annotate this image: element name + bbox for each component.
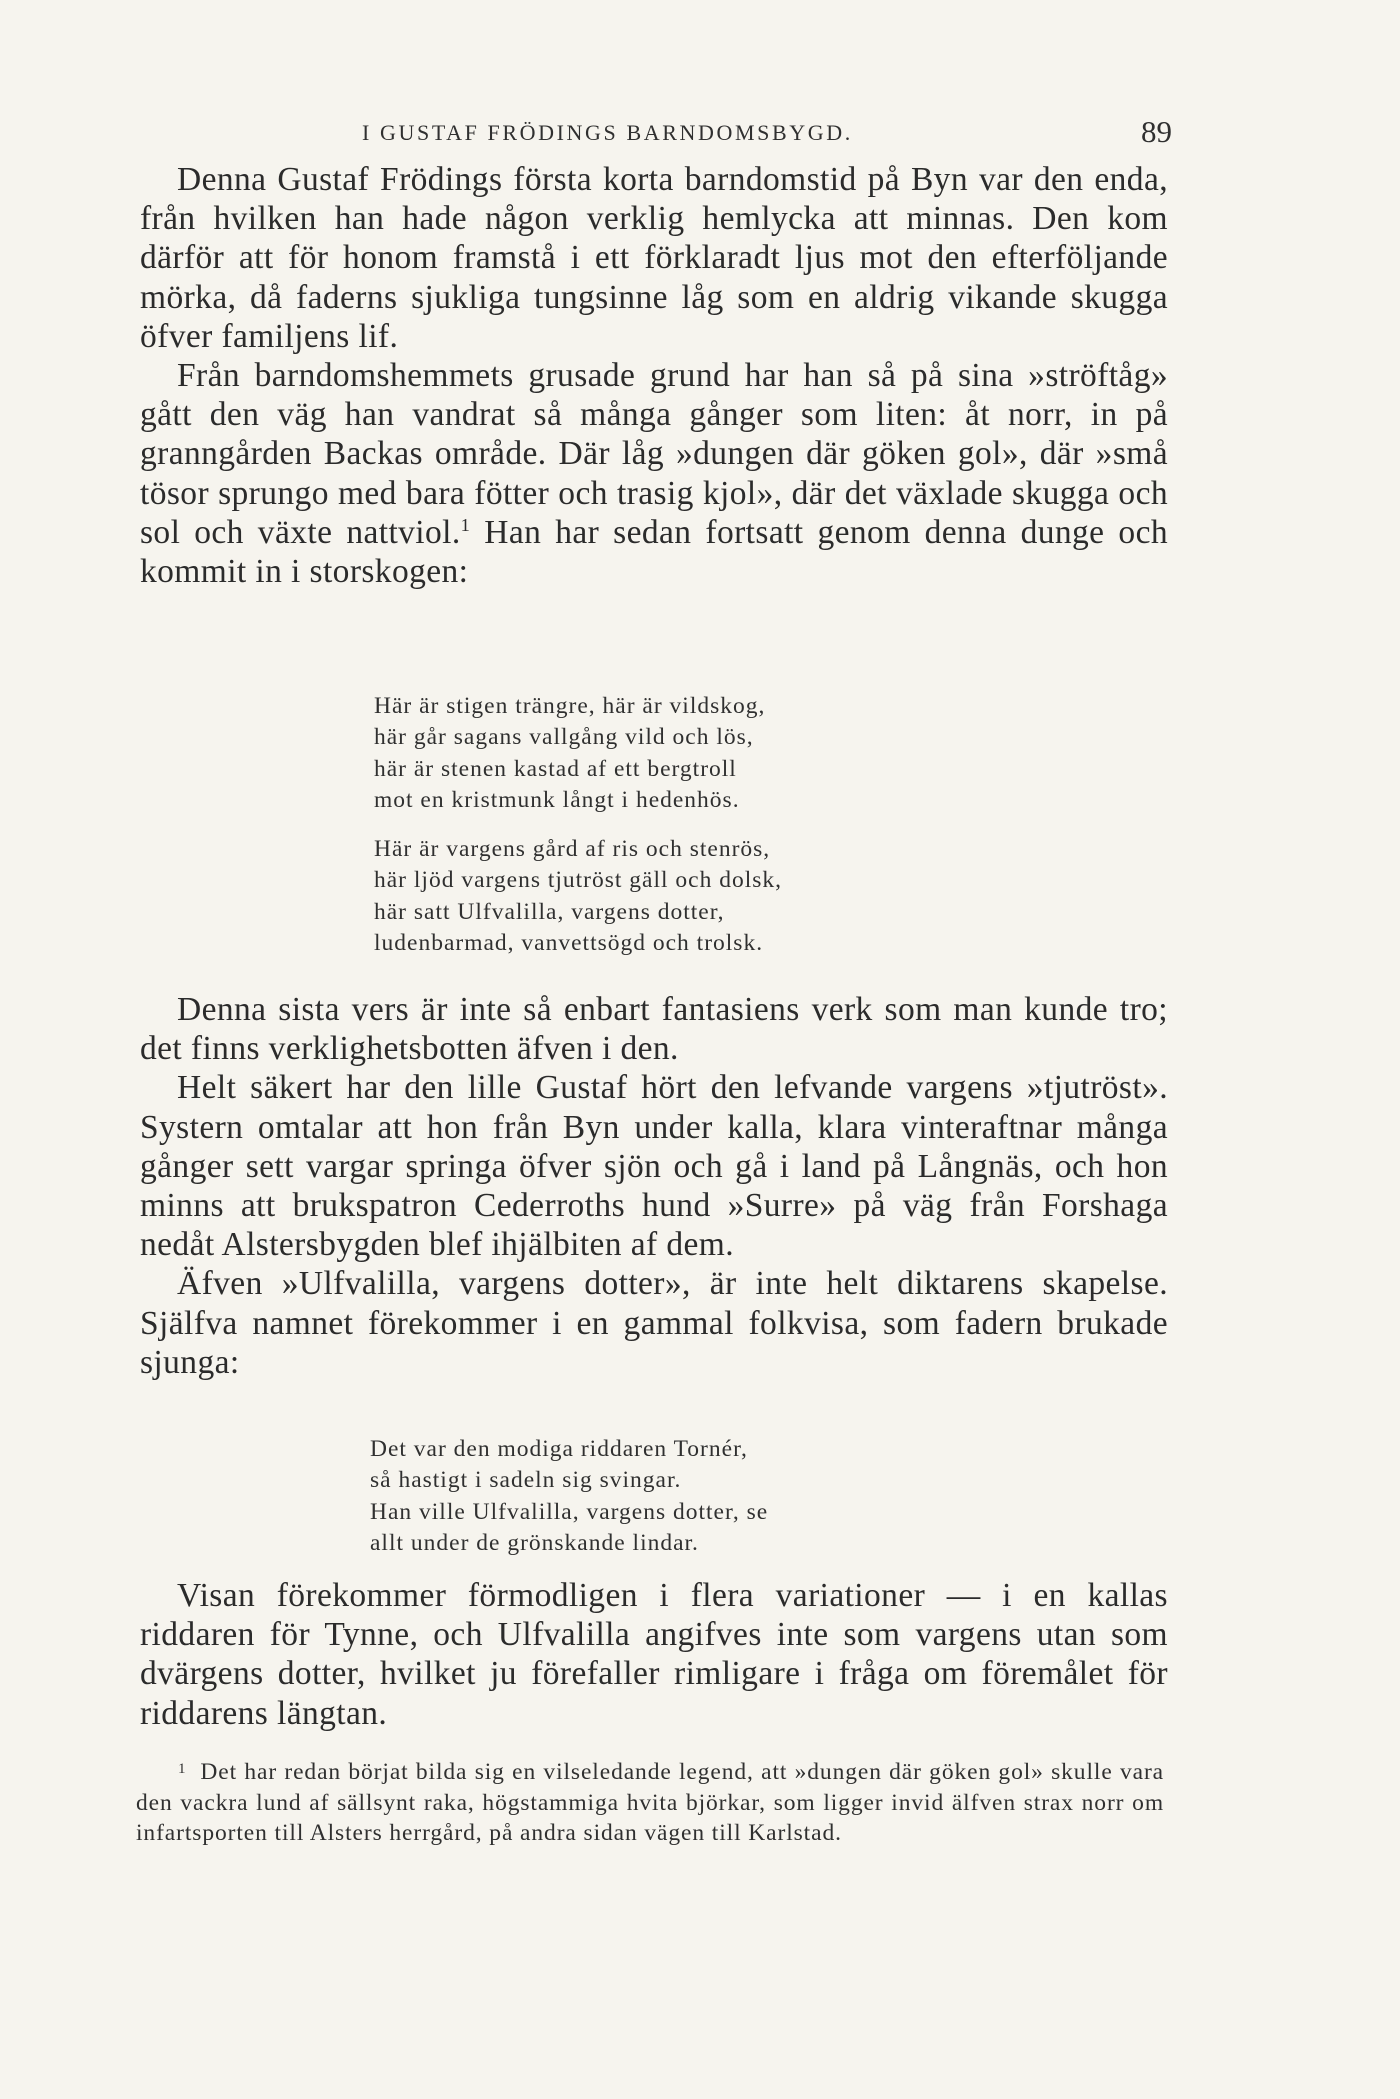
running-head: I GUSTAF FRÖDINGS BARNDOMSBYGD. bbox=[362, 120, 853, 145]
footnote-reference: 1 bbox=[460, 514, 471, 535]
stanza-break bbox=[374, 816, 782, 834]
text-block-middle bbox=[140, 990, 1168, 1382]
page-number: 89 bbox=[1141, 114, 1172, 149]
poem-line: allt under de grönskande lindar. bbox=[370, 1529, 699, 1556]
paragraph-4: Helt säkert har den lille Gustaf hört den lefvande vargens »tjutröst». Systern omtalar att hon från Byn under kalla, klara vinteraftnar många gånger sett vargar springa öfver sjön och gå i land på Långnäs, och hon minns att brukspatron Cederroths hund »Surre» på väg från Forshaga nedåt Alstersbygden blef ihjälbiten af dem. bbox=[140, 1069, 1168, 1264]
paragraph-5: Äfven »Ulfvalilla, vargens dotter», är inte helt diktarens skapelse. Själfva namnet förekommer i en gammal folkvisa, som fadern brukade sjunga: bbox=[140, 1265, 1168, 1381]
text-block-top bbox=[140, 160, 1168, 591]
page-header bbox=[140, 116, 1172, 156]
poem-line: ludenbarmad, vanvettsögd och trolsk. bbox=[374, 930, 764, 957]
poem-line: så hastigt i sadeln sig svingar. bbox=[370, 1467, 682, 1494]
poem-line: Han ville Ulfvalilla, vargens dotter, se bbox=[370, 1498, 769, 1525]
poem-line: här går sagans vallgång vild och lös, bbox=[374, 724, 754, 751]
text-block-bottom bbox=[140, 1576, 1168, 1733]
poem-line: mot en kristmunk långt i hedenhös. bbox=[374, 786, 740, 813]
poem-line: här är stenen kastad af ett bergtroll bbox=[374, 755, 737, 782]
paragraph-6: Visan förekommer förmodligen i flera variationer — i en kallas riddaren för Tynne, och Ulfvalilla angifves inte som vargens utan som dvärgens dotter, hvilket ju förefaller rimligare i fråga om föremålet för riddarens längtan. bbox=[140, 1577, 1168, 1732]
paragraph-3: Denna sista vers är inte så enbart fantasiens verk som man kunde tro; det finns verklighetsbotten äfven i den. bbox=[140, 991, 1168, 1068]
paragraph-2 bbox=[140, 356, 1168, 591]
poem-wolf-forest bbox=[374, 691, 782, 959]
paragraph-2-continuation: Han har sedan fortsatt genom denna dunge och kommit in i storskogen: bbox=[140, 513, 1168, 591]
footnote-section bbox=[136, 1754, 1164, 1849]
poem-line: här ljöd vargens tjutröst gäll och dolsk, bbox=[374, 867, 783, 894]
footnote-mark: 1 bbox=[178, 1761, 187, 1777]
paragraph-2-text: Från barndomshemmets grusade grund har han så på sina »ströftåg» gått den väg han vandrat så många gånger som liten: åt norr, in på granngården Backas område. Där låg »dungen där göken gol», där »små tösor sprungo med bara fötter och trasig kjol», där det växlade skugga och sol och växte nattviol. bbox=[140, 357, 1168, 551]
poem-line: Det var den modiga riddaren Tornér, bbox=[370, 1436, 748, 1462]
poem-folk-ballad bbox=[370, 1434, 768, 1559]
footnote-text: Det har redan börjat bilda sig en vilseledande legend, att »dungen där göken gol» skulle vara den vackra lund af sällsynt raka, högstammiga hvita björkar, som ligger invid älfven strax norr om infartsporten till Alsters herrgård, på andra sidan vägen till Karlstad. bbox=[136, 1759, 1164, 1846]
footnote-1 bbox=[136, 1754, 1164, 1849]
poem-line: Här är stigen trängre, här är vildskog, bbox=[374, 693, 766, 719]
poem-line: Här är vargens gård af ris och stenrös, bbox=[374, 836, 771, 863]
paragraph-1: Denna Gustaf Frödings första korta barndomstid på Byn var den enda, från hvilken han hade någon verklig hemlycka att minnas. Den kom därför att för honom framstå i ett förklaradt ljus mot den efterföljande mörka, då faderns sjukliga tungsinne låg som en aldrig vikande skugga öfver familjens lif. bbox=[140, 161, 1168, 355]
poem-line: här satt Ulfvalilla, vargens dotter, bbox=[374, 898, 725, 925]
